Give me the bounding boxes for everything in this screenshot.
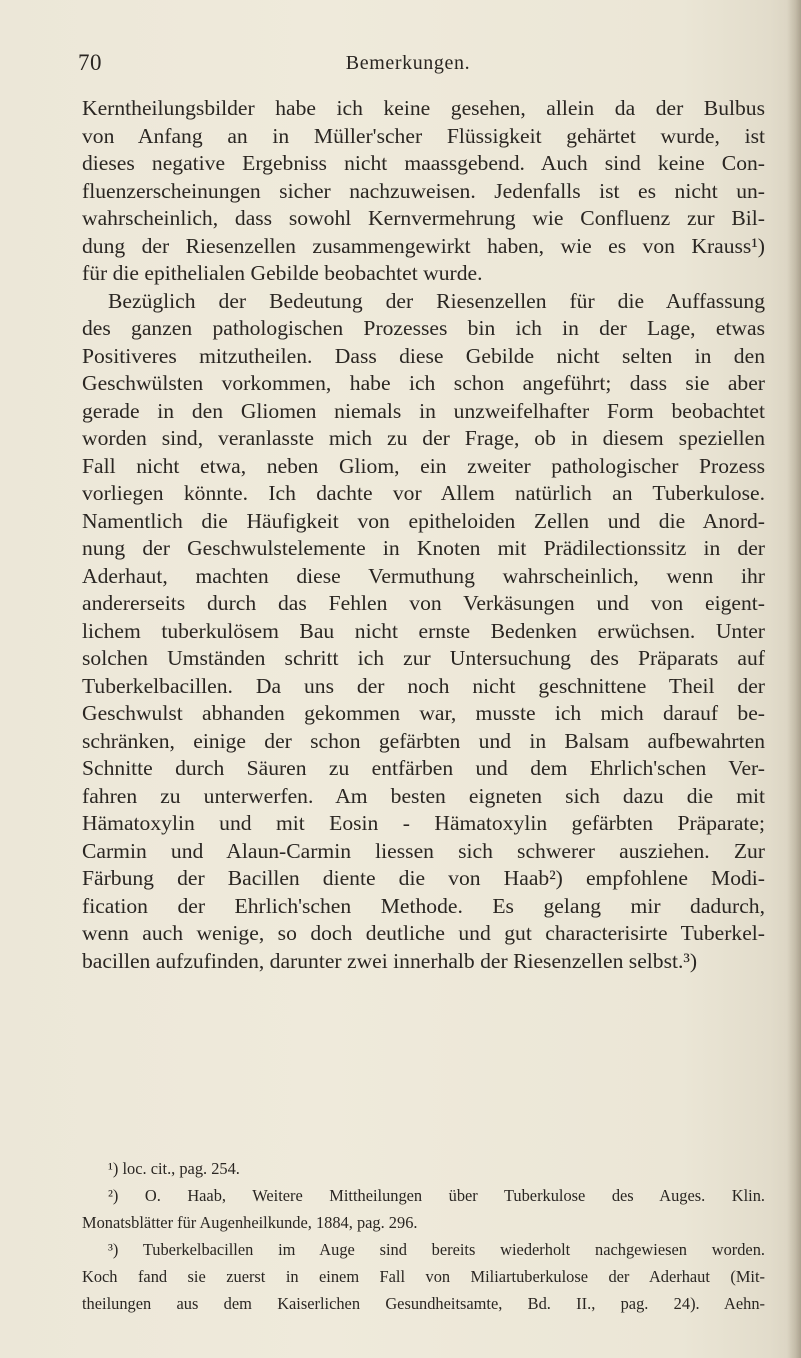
text-line: Tuberkelbacillen. Da uns der noch nicht geschnittene Theil der	[82, 673, 765, 698]
text-line: des ganzen pathologischen Prozesses bin ich in der Lage, etwas	[82, 316, 765, 340]
text-line: wahrscheinlich, dass sowohl Kernvermehrung wie Confluenz zur Bil-	[82, 206, 765, 230]
paragraph-2	[82, 288, 765, 976]
text-line: bacillen aufzufinden, darunter zwei innerhalb der Riesenzellen selbst.³)	[82, 948, 698, 973]
text-line: Aderhaut, machten diese Vermuthung wahrscheinlich, wenn ihr	[82, 563, 765, 588]
text-line: andererseits durch das Fehlen von Verkäsungen und von eigent-	[82, 591, 765, 615]
text-line: dieses negative Ergebniss nicht maassgebend. Auch sind keine Con-	[82, 151, 765, 175]
text-line: lichem tuberkulösem Bau nicht ernste Bedenken erwüchsen. Unter	[82, 618, 765, 643]
footnote-1: ¹) loc. cit., pag. 254.	[108, 1159, 240, 1178]
text-line: vorliegen könnte. Ich dachte vor Allem natürlich an Tuberkulose.	[82, 481, 765, 505]
text-line: Positiveres mitzutheilen. Dass diese Gebilde nicht selten in den	[82, 343, 765, 368]
text-line: Geschwülsten vorkommen, habe ich schon angeführt; dass sie aber	[82, 371, 765, 395]
footnote-3: ³) Tuberkelbacillen im Auge sind bereits wiederholt nachgewiesen worden.	[108, 1240, 765, 1259]
text-line: dung der Riesenzellen zusammengewirkt haben, wie es von Krauss¹)	[82, 233, 765, 258]
footnote-3-continued: theilungen aus dem Kaiserlichen Gesundheitsamte, Bd. II., pag. 24). Aehn-	[82, 1294, 765, 1313]
text-line: Färbung der Bacillen diente die von Haab²) empfohlene Modi-	[82, 866, 765, 890]
footnote-3-continued: Koch fand sie zuerst in einem Fall von Miliartuberkulose der Aderhaut (Mit-	[82, 1267, 765, 1286]
text-line: nung der Geschwulstelemente in Knoten mit Prädilectionssitz in der	[82, 536, 765, 560]
running-title: Bemerkungen.	[345, 52, 471, 74]
text-line: fluenzerscheinungen sicher nachzuweisen. Jedenfalls ist es nicht un-	[82, 178, 765, 203]
text-line: Carmin und Alaun-Carmin liessen sich schwerer ausziehen. Zur	[82, 838, 765, 863]
text-line: wenn auch wenige, so doch deutliche und gut characterisirte Tuberkel-	[82, 921, 765, 945]
text-line: gerade in den Gliomen niemals in unzweifelhafter Form beobachtet	[82, 398, 765, 423]
text-line: Kerntheilungsbilder habe ich keine gesehen, allein da der Bulbus	[82, 96, 765, 120]
text-line: für die epithelialen Gebilde beobachtet wurde.	[82, 261, 483, 285]
text-line: fication der Ehrlich'schen Methode. Es gelang mir dadurch,	[82, 893, 765, 918]
text-line: Namentlich die Häufigkeit von epitheloiden Zellen und die Anord-	[82, 508, 765, 533]
text-line: worden sind, veranlasste mich zu der Frage, ob in diesem speziellen	[82, 426, 765, 450]
text-line: Schnitte durch Säuren zu entfärben und dem Ehrlich'schen Ver-	[82, 756, 765, 780]
footnote-2-continued: Monatsblätter für Augenheilkunde, 1884, pag. 296.	[82, 1213, 418, 1232]
text-line: Bezüglich der Bedeutung der Riesenzellen für die Auffassung	[108, 288, 765, 313]
text-line: solchen Umständen schritt ich zur Untersuchung des Präparats auf	[82, 646, 765, 670]
text-line: Geschwulst abhanden gekommen war, musste ich mich darauf be-	[82, 701, 765, 725]
text-line: Hämatoxylin und mit Eosin - Hämatoxylin gefärbten Präparate;	[82, 811, 765, 835]
page-edge-shadow	[787, 0, 801, 1358]
text-line: Fall nicht etwa, neben Gliom, ein zweiter pathologischer Prozess	[82, 453, 765, 478]
text-line: von Anfang an in Müller'scher Flüssigkeit gehärtet wurde, ist	[82, 123, 765, 148]
footnotes	[82, 1155, 765, 1317]
footnote-2: ²) O. Haab, Weitere Mittheilungen über Tuberkulose des Auges. Klin.	[108, 1186, 765, 1205]
paragraph-1	[82, 95, 765, 288]
page-header	[78, 50, 738, 80]
page-number: 70	[78, 50, 102, 75]
body-text	[82, 95, 765, 975]
text-line: schränken, einige der schon gefärbten und in Balsam aufbewahrten	[82, 728, 765, 753]
text-line: fahren zu unterwerfen. Am besten eigneten sich dazu die mit	[82, 783, 765, 808]
